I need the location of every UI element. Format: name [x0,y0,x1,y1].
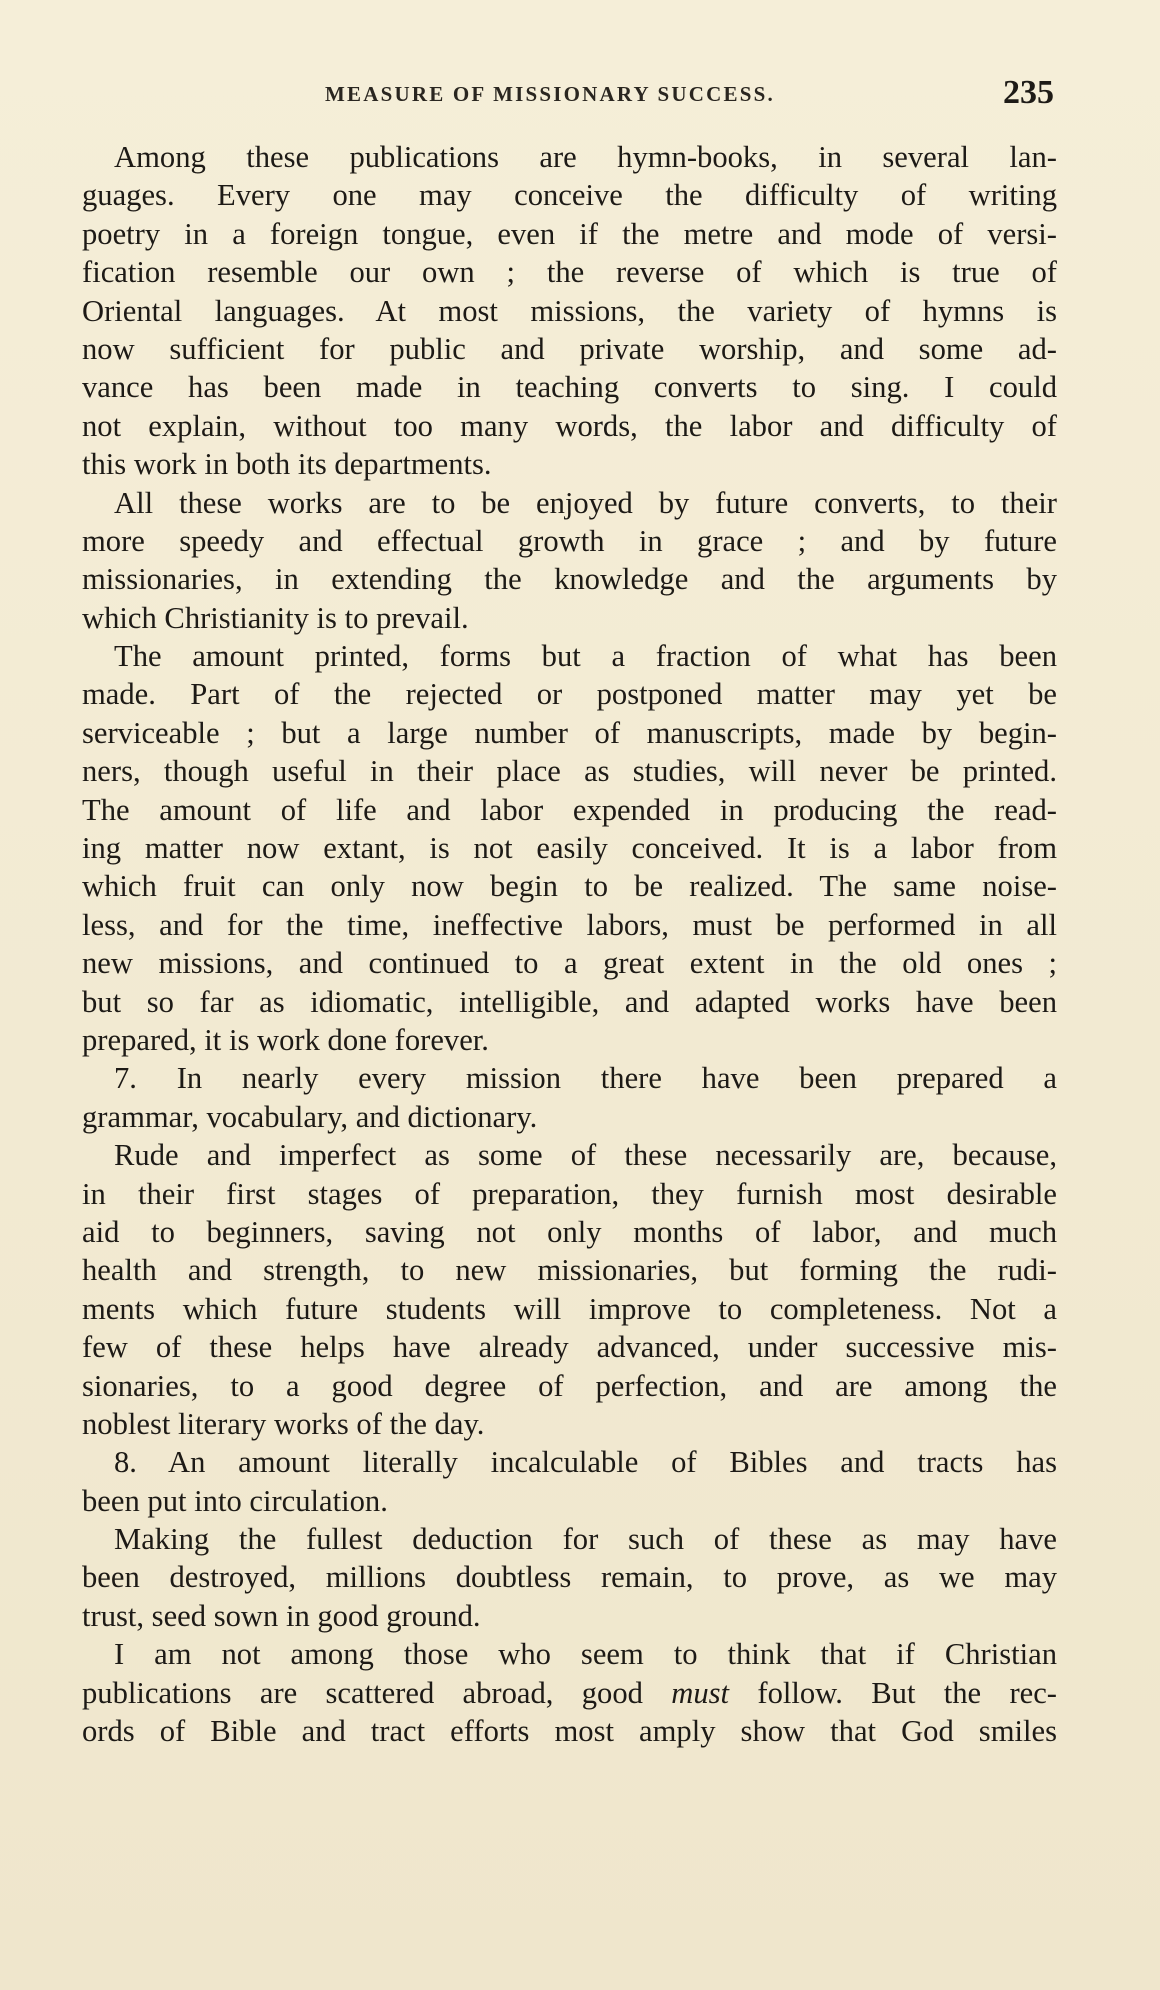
text-line: vance has been made in teaching converts to sing. I could [82,370,1057,405]
text-line: The amount printed, forms but a fraction of what has been [114,639,1057,674]
emphasis-text: must [671,1675,730,1710]
text-line: Among these publications are hymn-books, in several lan- [114,140,1057,174]
text-line: but so far as idiomatic, intelligible, and adapted works have been [82,984,1057,1019]
text-line: The amount of life and labor expended in producing the read- [82,792,1057,827]
text-line: which Christianity is to prevail. [82,600,469,635]
text-line: 7. In nearly every mission there have been prepared a [114,1061,1057,1096]
text-line: poetry in a foreign tongue, even if the metre and mode of versi- [82,216,1057,251]
text-line: 8. An amount literally incalculable of Bibles and tracts has [114,1445,1057,1480]
text-segment: publications are scattered abroad, good [82,1675,672,1710]
text-line: serviceable ; but a large number of manuscripts, made by begin- [82,715,1057,750]
text-line: been destroyed, millions doubtless remain, to prove, as we may [82,1560,1057,1595]
text-line: been put into circulation. [82,1483,388,1518]
text-line: I am not among those who seem to think that if Christian [114,1637,1057,1672]
text-line: All these works are to be enjoyed by future converts, to their [114,485,1057,520]
text-line-with-emphasis [82,1674,1057,1712]
text-line: guages. Every one may conceive the difficulty of writing [82,178,1057,213]
text-line: noblest literary works of the day. [82,1406,485,1441]
text-line: Rude and imperfect as some of these necessarily are, because, [114,1138,1057,1173]
page-number: 235 [1003,74,1054,111]
text-line: new missions, and continued to a great extent in the old ones ; [82,946,1057,981]
text-segment: follow. But the rec- [729,1675,1057,1710]
running-head-title: MEASURE OF MISSIONARY SUCCESS. [325,82,775,106]
text-line: this work in both its departments. [82,447,492,482]
text-line: ords of Bible and tract efforts most amply show that God smiles [82,1714,1057,1749]
text-line: made. Part of the rejected or postponed matter may yet be [82,677,1057,712]
text-line: fication resemble our own ; the reverse of which is true of [82,255,1057,290]
text-line: Making the fullest deduction for such of these as may have [114,1522,1057,1557]
text-line: few of these helps have already advanced, under successive mis- [82,1330,1057,1365]
text-line: ments which future students will improve to completeness. Not a [82,1291,1057,1326]
text-line: prepared, it is work done forever. [82,1022,489,1057]
running-head [0,70,1160,120]
text-line: ing matter now extant, is not easily conceived. It is a labor from [82,831,1057,866]
text-line: less, and for the time, ineffective labors, must be performed in all [82,907,1057,942]
text-line: missionaries, in extending the knowledge and the arguments by [82,562,1057,597]
text-line: sionaries, to a good degree of perfection, and are among the [82,1368,1057,1403]
text-line: trust, seed sown in good ground. [82,1598,481,1633]
text-line: aid to beginners, saving not only months of labor, and much [82,1214,1057,1249]
text-line: now sufficient for public and private worship, and some ad- [82,331,1057,366]
text-line: not explain, without too many words, the labor and difficulty of [82,408,1057,443]
body-text [82,138,1057,1750]
text-line: Oriental languages. At most missions, the variety of hymns is [82,293,1057,328]
text-line: more speedy and effectual growth in grace ; and by future [82,523,1057,558]
text-line: which fruit can only now begin to be realized. The same noise- [82,869,1057,904]
text-line: health and strength, to new missionaries, but forming the rudi- [82,1253,1057,1288]
text-line: in their first stages of preparation, they furnish most desirable [82,1176,1057,1211]
text-line: ners, though useful in their place as studies, will never be printed. [82,754,1057,789]
text-line: grammar, vocabulary, and dictionary. [82,1099,538,1134]
